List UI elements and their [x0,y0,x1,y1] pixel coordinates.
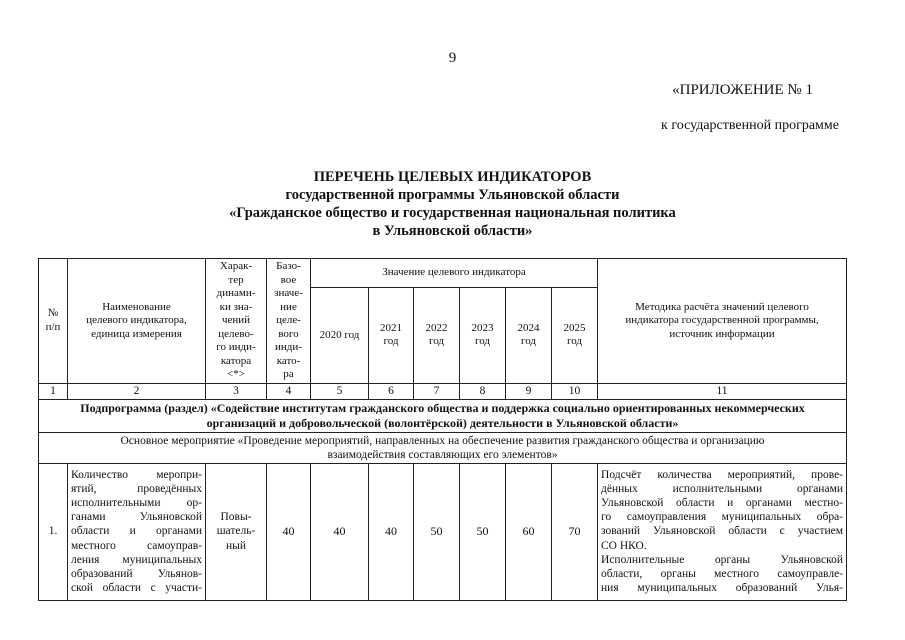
header-row-1 [39,259,847,288]
value-2021: 40 [369,463,414,600]
header-character-line: ки зна- [219,300,253,313]
title-line-4: в Ульяновской области» [372,223,533,239]
indicator-character [206,463,267,600]
header-character-line: тер [228,273,244,286]
indicator-name-line: ятий, проведённых [71,482,202,495]
column-number: 3 [206,383,267,399]
header-method-line: Методика расчёта значений целевого [635,300,809,313]
table-row [39,463,847,600]
title-line-2: государственной программы Ульяновской области [285,187,620,203]
indicator-name-line: образований Ульянов- [71,568,202,580]
column-number: 9 [506,383,552,399]
header-base [267,259,311,384]
document-title [0,168,905,240]
header-value-group: Значение целевого индикатора [311,259,598,288]
base-value: 40 [267,463,311,600]
header-character-line: динами- [216,287,256,299]
header-year-2023 [460,288,506,383]
column-number: 5 [311,383,369,399]
header-year-2022 [414,288,460,383]
header-name-line: Наименование [102,300,171,313]
main-event-row [39,432,847,463]
header-year-line: год [383,335,399,348]
method-line: СО НКО. [601,539,647,552]
indicators-table [38,258,847,601]
indicator-name-line: ской области с участи- [71,582,202,595]
row-number: 1. [39,463,68,600]
header-character-line: Харак- [219,260,253,272]
header-name-line: целевого индикатора, [86,314,187,326]
page-number: 9 [448,50,457,66]
indicator-name-line: области и органами [71,525,202,538]
header-year-2020: 2020 год [311,288,369,383]
column-number: 1 [39,383,68,399]
header-year-line: 2024 [517,321,540,334]
header-base-line: вого [278,327,299,340]
main-event-line: Основное мероприятие «Проведение мероприятий, направленных на обеспечение развития гражданского общества и организацию [120,434,765,447]
value-2023: 50 [460,463,506,600]
indicator-name-line: исполнительными ор- [71,496,202,509]
header-name-line: единица измерения [91,327,182,340]
method-line: Ульяновской области и органами местно- [601,496,844,509]
column-number: 7 [414,383,460,399]
column-number: 8 [460,383,506,399]
header-year-line: 2023 [471,321,494,334]
header-character-line: катора [220,354,252,367]
column-number: 6 [369,383,414,399]
header-base-line: значе- [274,287,303,299]
header-base-line: ра [283,368,294,380]
subprogram-title [39,399,847,432]
header-year-line: год [474,335,491,348]
indicator-name-line: Количество меропри- [71,468,202,481]
header-year-line: 2021 [380,321,402,334]
header-year-line: год [428,335,445,348]
title-line-1: ПЕРЕЧЕНЬ ЦЕЛЕВЫХ ИНДИКАТОРОВ [313,169,592,185]
header-year-line: 2022 [425,321,448,334]
character-line: Повы- [220,511,252,524]
method-description [598,463,847,600]
header-character [206,259,267,384]
header-method-line: индикатора государственной программы, [625,314,819,326]
header-year-line: год [566,335,583,348]
header-character-line: чений [221,314,251,326]
header-num-line: № [47,307,59,320]
value-2022: 50 [414,463,460,600]
appendix-label: «ПРИЛОЖЕНИЕ № 1 [672,82,813,98]
header-num-line: п/п [45,320,61,333]
header-base-line: вое [280,273,297,286]
header-base-line: като- [276,354,301,367]
column-number: 2 [68,383,206,399]
header-name [68,259,206,384]
subprogram-row [39,399,847,432]
header-year-2024 [506,288,552,383]
title-line-3: «Гражданское общество и государственная национальная политика [229,205,676,221]
method-line: го самоуправления муниципальных обра- [601,511,844,524]
method-line: дённых исполнительными органами [601,482,844,495]
value-2020: 40 [311,463,369,600]
header-year-line: 2025 [563,321,586,334]
header-base-line: целе- [276,314,301,326]
header-base-line: ние [280,300,297,313]
subprogram-line: организаций и добровольческой (волонтёрской) деятельности в Ульяновской области» [206,415,679,430]
indicator-name-line: ления муниципальных [71,553,202,566]
indicator-name-line: местного самоуправ- [71,539,202,552]
method-line: зований Ульяновской области с участием [601,525,844,538]
column-number: 4 [267,383,311,399]
subprogram-line: Подпрограмма (раздел) «Содействие институтам гражданского общества и поддержка социально ориентированных некоммерческих [80,400,805,415]
header-character-line: <*> [227,368,245,380]
method-line: области, органы местного самоуправле- [601,568,844,580]
indicator-name [68,463,206,600]
header-character-line: целево- [218,327,254,340]
header-num [39,259,68,384]
header-year-line: год [520,335,537,348]
header-base-line: Базо- [276,260,301,272]
character-line: шатель- [216,525,256,538]
method-line: Исполнительные органы Ульяновской [601,553,844,566]
header-base-line: инди- [275,341,302,353]
column-number: 11 [598,383,847,399]
main-event-title [39,432,847,463]
header-character-line: го инди- [216,341,256,353]
column-number-row [39,383,847,399]
column-number: 10 [552,383,598,399]
main-event-line: взаимодействия составляющих его элементов» [327,448,558,461]
value-2025: 70 [552,463,598,600]
value-2024: 60 [506,463,552,600]
header-year-2025 [552,288,598,383]
method-line: Подсчёт количества мероприятий, прове- [601,468,844,481]
method-line: ния муниципальных образований Улья- [601,582,844,595]
character-line: ный [225,539,247,552]
appendix-subtitle: к государственной программе [661,118,839,133]
header-method-line: источник информации [669,327,775,340]
header-year-2021 [369,288,414,383]
header-method [598,259,847,384]
indicator-name-line: ганами Ульяновской [71,511,202,524]
